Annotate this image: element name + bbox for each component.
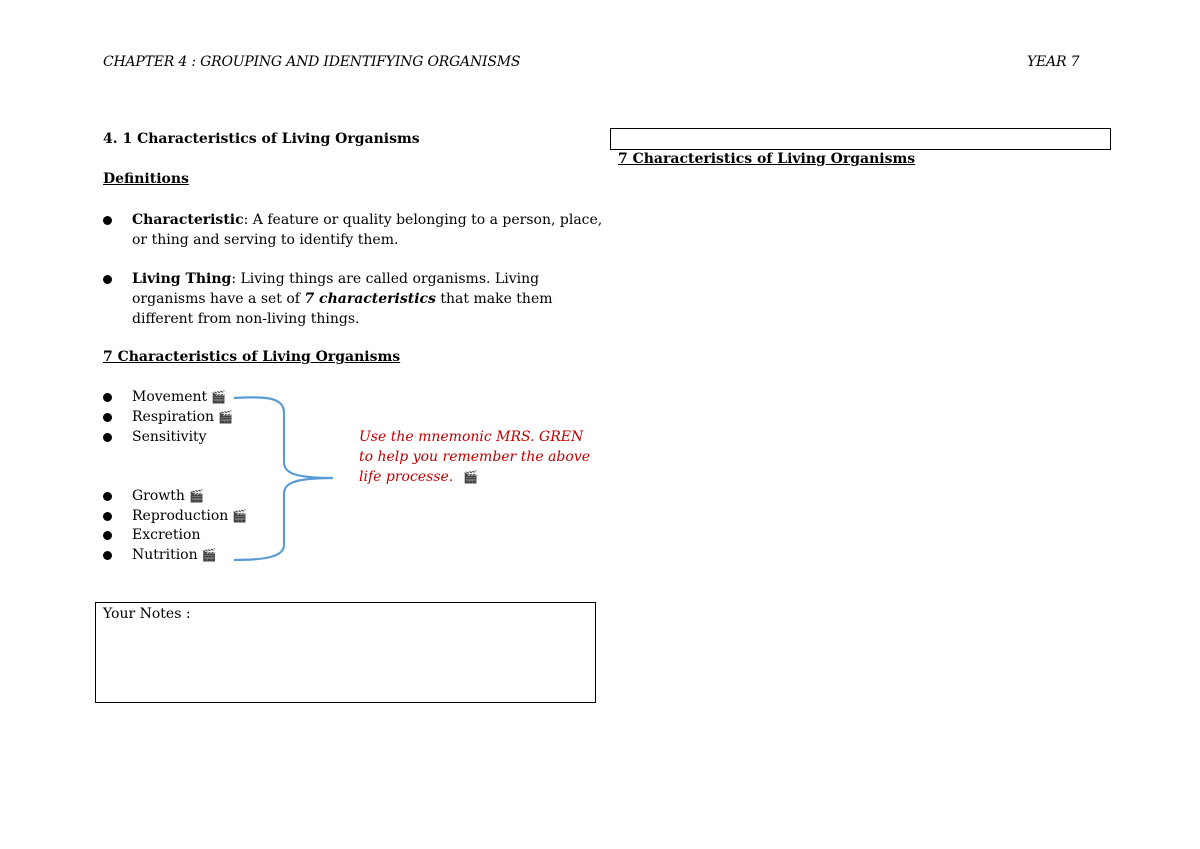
notes-box[interactable] xyxy=(95,602,596,703)
bullet-icon xyxy=(103,216,112,225)
bullet-icon xyxy=(103,531,112,540)
clapperboard-icon[interactable]: 🎬 xyxy=(218,410,233,424)
characteristics-heading: 7 Characteristics of Living Organisms xyxy=(103,349,401,365)
definition-text: that make them xyxy=(435,291,553,307)
bullet-icon xyxy=(103,275,112,284)
section-title: 4. 1 Characteristics of Living Organisms xyxy=(103,131,420,147)
year-label: YEAR 7 xyxy=(1027,54,1080,70)
definition-living-thing xyxy=(103,269,593,329)
bullet-icon xyxy=(103,512,112,521)
chapter-header: CHAPTER 4 : GROUPING AND IDENTIFYING ORGANISMS xyxy=(103,54,521,70)
bullet-icon xyxy=(103,393,112,402)
mnemonic-note: Use the mnemonic MRS. GREN to help you remember the above life processe. 🎬 xyxy=(359,429,591,485)
clapperboard-icon[interactable]: 🎬 xyxy=(211,390,227,404)
definition-text: or thing and serving to identify them. xyxy=(132,232,399,248)
right-characteristics-heading: 7 Characteristics of Living Organisms xyxy=(618,151,916,167)
curly-bracket xyxy=(228,390,348,570)
definitions-heading: Definitions xyxy=(103,171,189,187)
definition-text: organisms have a set of xyxy=(132,291,305,307)
bullet-icon xyxy=(103,433,112,442)
clapperboard-icon[interactable]: 🎬 xyxy=(188,489,204,503)
clapperboard-icon[interactable]: 🎬 xyxy=(201,548,217,562)
clapperboard-icon[interactable]: 🎬 xyxy=(463,470,479,484)
definition-text: : Living things are called organisms. Living xyxy=(231,271,540,287)
bullet-icon xyxy=(103,492,112,501)
definition-characteristic xyxy=(103,210,603,250)
definition-text: : A feature or quality belonging to a person, place, xyxy=(243,212,603,228)
definition-term: Living Thing xyxy=(132,271,232,287)
notes-label: Your Notes : xyxy=(103,606,191,622)
definition-text: different from non-living things. xyxy=(132,311,360,327)
definition-term: Characteristic xyxy=(132,212,244,228)
bullet-icon xyxy=(103,551,112,560)
top-empty-box xyxy=(610,128,1111,150)
emphasis-text: 7 characteristics xyxy=(304,291,436,307)
bullet-icon xyxy=(103,413,112,422)
clapperboard-icon[interactable]: 🎬 xyxy=(232,509,248,523)
